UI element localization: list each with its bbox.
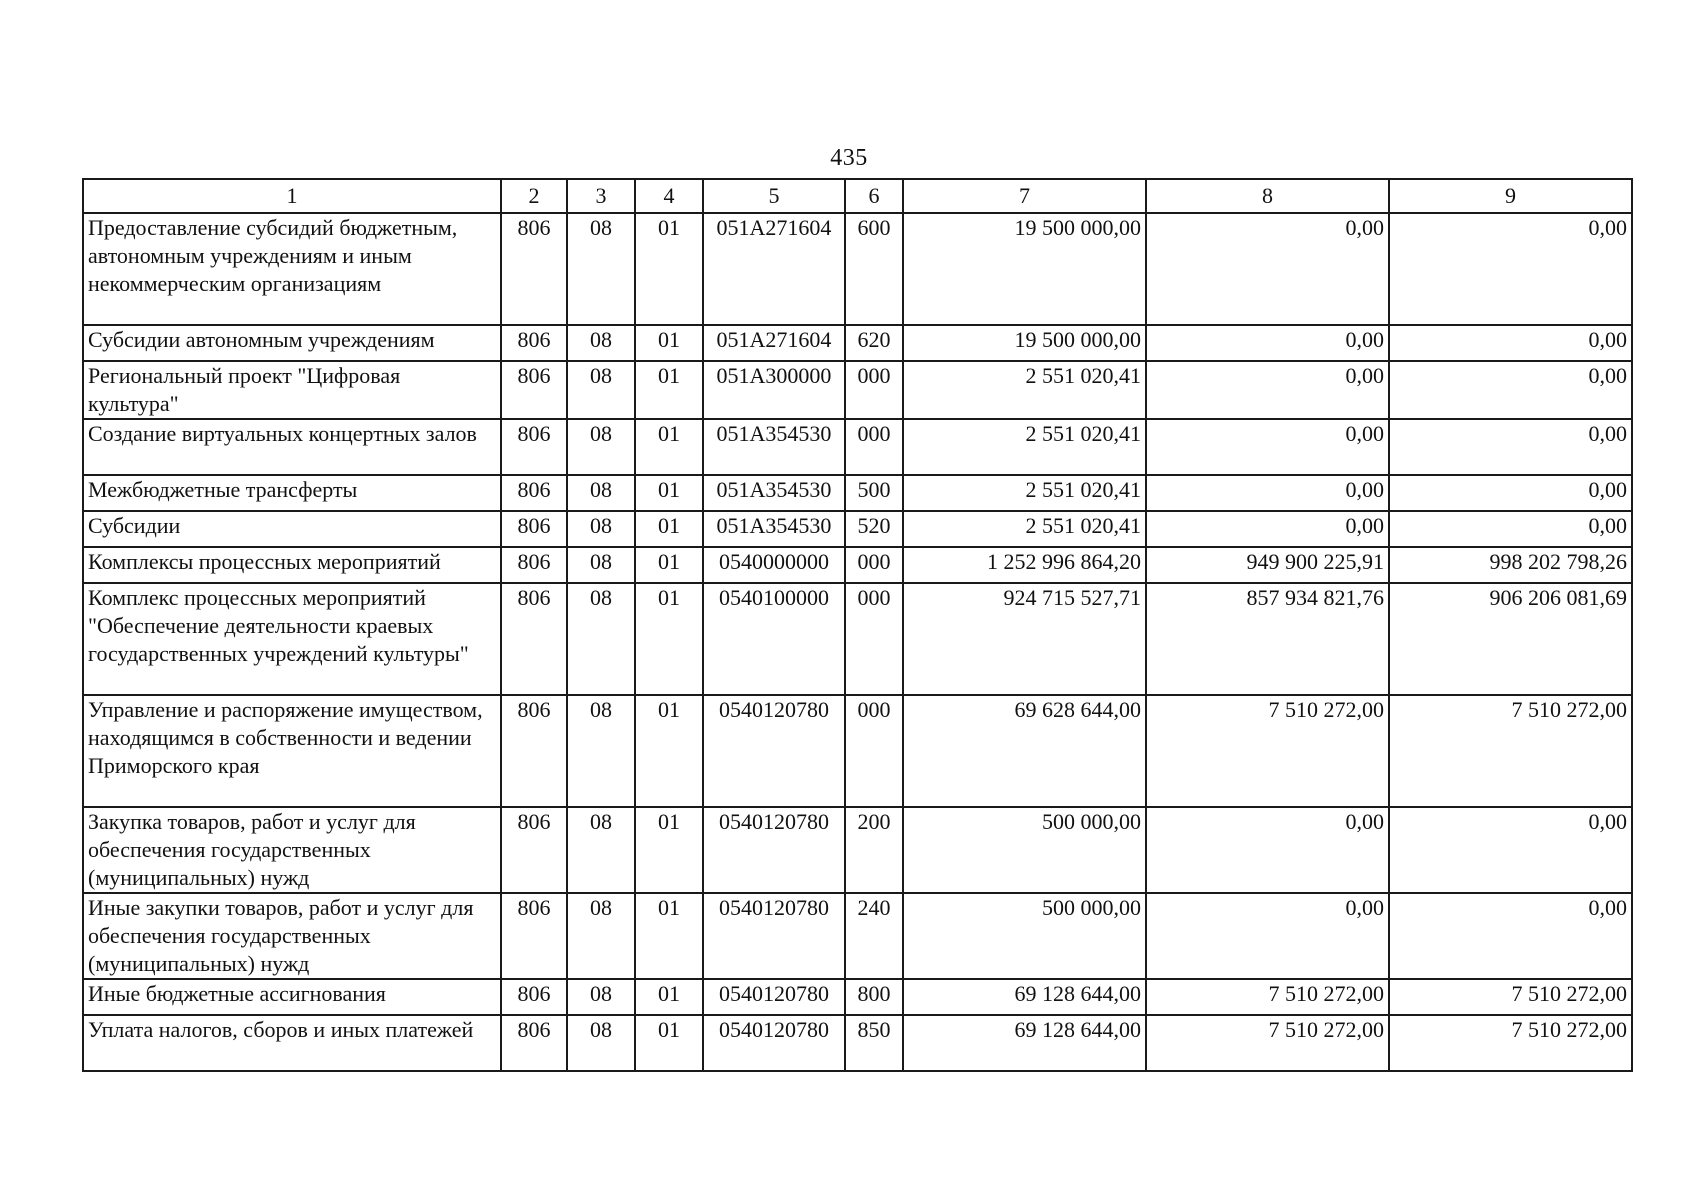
section-code-cell: 08	[567, 325, 635, 361]
amount-col9-cell: 7 510 272,00	[1389, 979, 1632, 1015]
column-header: 6	[845, 179, 903, 213]
section-code-cell: 08	[567, 547, 635, 583]
subsection-code-cell: 01	[635, 325, 703, 361]
table-row	[83, 979, 1632, 1015]
amount-col8-cell: 0,00	[1146, 325, 1389, 361]
amount-col7-cell: 2 551 020,41	[903, 511, 1146, 547]
section-code-cell: 08	[567, 583, 635, 695]
table-row	[83, 547, 1632, 583]
amount-col9-cell: 0,00	[1389, 325, 1632, 361]
table-row	[83, 361, 1632, 419]
subsection-code-cell: 01	[635, 893, 703, 979]
section-code-cell: 08	[567, 695, 635, 807]
amount-col7-cell: 924 715 527,71	[903, 583, 1146, 695]
table-row	[83, 475, 1632, 511]
amount-col9-cell: 0,00	[1389, 213, 1632, 325]
ministry-code-cell: 806	[501, 419, 567, 475]
ministry-code-cell: 806	[501, 807, 567, 893]
subsection-code-cell: 01	[635, 695, 703, 807]
amount-col9-cell: 906 206 081,69	[1389, 583, 1632, 695]
ministry-code-cell: 806	[501, 893, 567, 979]
amount-col9-cell: 7 510 272,00	[1389, 695, 1632, 807]
target-article-cell: 051A354530	[703, 419, 845, 475]
row-name-cell: Субсидии	[83, 511, 501, 547]
target-article-cell: 051A354530	[703, 511, 845, 547]
table-row	[83, 325, 1632, 361]
table-row	[83, 695, 1632, 807]
amount-col8-cell: 0,00	[1146, 213, 1389, 325]
column-header: 1	[83, 179, 501, 213]
section-code-cell: 08	[567, 511, 635, 547]
column-header: 8	[1146, 179, 1389, 213]
amount-col9-cell: 0,00	[1389, 475, 1632, 511]
column-number-row	[83, 179, 1632, 213]
subsection-code-cell: 01	[635, 979, 703, 1015]
subsection-code-cell: 01	[635, 807, 703, 893]
expense-type-cell: 000	[845, 361, 903, 419]
amount-col9-cell: 0,00	[1389, 419, 1632, 475]
column-header: 9	[1389, 179, 1632, 213]
ministry-code-cell: 806	[501, 979, 567, 1015]
ministry-code-cell: 806	[501, 475, 567, 511]
subsection-code-cell: 01	[635, 547, 703, 583]
amount-col7-cell: 69 128 644,00	[903, 1015, 1146, 1071]
expense-type-cell: 800	[845, 979, 903, 1015]
expense-type-cell: 240	[845, 893, 903, 979]
amount-col8-cell: 7 510 272,00	[1146, 1015, 1389, 1071]
row-name-cell: Иные закупки товаров, работ и услуг для обеспечения государственных (муниципальных) нужд	[83, 893, 501, 979]
amount-col9-cell: 998 202 798,26	[1389, 547, 1632, 583]
table-row	[83, 893, 1632, 979]
ministry-code-cell: 806	[501, 695, 567, 807]
ministry-code-cell: 806	[501, 583, 567, 695]
section-code-cell: 08	[567, 475, 635, 511]
row-name-cell: Управление и распоряжение имуществом, находящимся в собственности и ведении Приморского края	[83, 695, 501, 807]
row-name-cell: Создание виртуальных концертных залов	[83, 419, 501, 475]
expense-type-cell: 600	[845, 213, 903, 325]
amount-col8-cell: 0,00	[1146, 361, 1389, 419]
target-article-cell: 051A300000	[703, 361, 845, 419]
subsection-code-cell: 01	[635, 213, 703, 325]
amount-col7-cell: 2 551 020,41	[903, 419, 1146, 475]
row-name-cell: Региональный проект "Цифровая культура"	[83, 361, 501, 419]
subsection-code-cell: 01	[635, 361, 703, 419]
row-name-cell: Уплата налогов, сборов и иных платежей	[83, 1015, 501, 1071]
amount-col8-cell: 7 510 272,00	[1146, 979, 1389, 1015]
expense-type-cell: 000	[845, 583, 903, 695]
target-article-cell: 0540120780	[703, 979, 845, 1015]
row-name-cell: Субсидии автономным учреждениям	[83, 325, 501, 361]
target-article-cell: 0540120780	[703, 1015, 845, 1071]
target-article-cell: 0540120780	[703, 893, 845, 979]
amount-col7-cell: 69 628 644,00	[903, 695, 1146, 807]
expense-type-cell: 500	[845, 475, 903, 511]
section-code-cell: 08	[567, 979, 635, 1015]
column-header: 4	[635, 179, 703, 213]
expense-type-cell: 000	[845, 419, 903, 475]
target-article-cell: 0540120780	[703, 695, 845, 807]
amount-col8-cell: 0,00	[1146, 807, 1389, 893]
expense-type-cell: 000	[845, 547, 903, 583]
amount-col8-cell: 949 900 225,91	[1146, 547, 1389, 583]
subsection-code-cell: 01	[635, 511, 703, 547]
table-body	[83, 213, 1632, 1071]
row-name-cell: Комплексы процессных мероприятий	[83, 547, 501, 583]
section-code-cell: 08	[567, 807, 635, 893]
page-number: 435	[830, 145, 868, 171]
ministry-code-cell: 806	[501, 1015, 567, 1071]
target-article-cell: 0540100000	[703, 583, 845, 695]
table-row	[83, 419, 1632, 475]
target-article-cell: 051A354530	[703, 475, 845, 511]
budget-table	[82, 178, 1633, 1072]
ministry-code-cell: 806	[501, 361, 567, 419]
amount-col7-cell: 2 551 020,41	[903, 475, 1146, 511]
target-article-cell: 051A271604	[703, 325, 845, 361]
row-name-cell: Иные бюджетные ассигнования	[83, 979, 501, 1015]
expense-type-cell: 620	[845, 325, 903, 361]
amount-col7-cell: 500 000,00	[903, 893, 1146, 979]
expense-type-cell: 520	[845, 511, 903, 547]
amount-col9-cell: 0,00	[1389, 893, 1632, 979]
amount-col8-cell: 0,00	[1146, 511, 1389, 547]
table-row	[83, 213, 1632, 325]
column-header: 3	[567, 179, 635, 213]
expense-type-cell: 850	[845, 1015, 903, 1071]
amount-col7-cell: 19 500 000,00	[903, 213, 1146, 325]
row-name-cell: Комплекс процессных мероприятий "Обеспечение деятельности краевых государственных учреждений культуры"	[83, 583, 501, 695]
expense-type-cell: 200	[845, 807, 903, 893]
section-code-cell: 08	[567, 419, 635, 475]
ministry-code-cell: 806	[501, 325, 567, 361]
amount-col7-cell: 2 551 020,41	[903, 361, 1146, 419]
column-header: 7	[903, 179, 1146, 213]
column-header: 2	[501, 179, 567, 213]
amount-col7-cell: 19 500 000,00	[903, 325, 1146, 361]
amount-col9-cell: 0,00	[1389, 361, 1632, 419]
subsection-code-cell: 01	[635, 419, 703, 475]
amount-col8-cell: 0,00	[1146, 419, 1389, 475]
column-header: 5	[703, 179, 845, 213]
row-name-cell: Предоставление субсидий бюджетным, автономным учреждениям и иным некоммерческим организациям	[83, 213, 501, 325]
section-code-cell: 08	[567, 213, 635, 325]
expense-type-cell: 000	[845, 695, 903, 807]
table-row	[83, 511, 1632, 547]
amount-col7-cell: 69 128 644,00	[903, 979, 1146, 1015]
subsection-code-cell: 01	[635, 475, 703, 511]
row-name-cell: Межбюджетные трансферты	[83, 475, 501, 511]
amount-col7-cell: 500 000,00	[903, 807, 1146, 893]
ministry-code-cell: 806	[501, 511, 567, 547]
section-code-cell: 08	[567, 361, 635, 419]
subsection-code-cell: 01	[635, 583, 703, 695]
amount-col8-cell: 857 934 821,76	[1146, 583, 1389, 695]
target-article-cell: 0540120780	[703, 807, 845, 893]
amount-col7-cell: 1 252 996 864,20	[903, 547, 1146, 583]
amount-col8-cell: 0,00	[1146, 475, 1389, 511]
row-name-cell: Закупка товаров, работ и услуг для обеспечения государственных (муниципальных) нужд	[83, 807, 501, 893]
table-row	[83, 807, 1632, 893]
ministry-code-cell: 806	[501, 213, 567, 325]
ministry-code-cell: 806	[501, 547, 567, 583]
target-article-cell: 0540000000	[703, 547, 845, 583]
amount-col8-cell: 7 510 272,00	[1146, 695, 1389, 807]
section-code-cell: 08	[567, 893, 635, 979]
amount-col9-cell: 7 510 272,00	[1389, 1015, 1632, 1071]
target-article-cell: 051A271604	[703, 213, 845, 325]
table-row	[83, 583, 1632, 695]
section-code-cell: 08	[567, 1015, 635, 1071]
amount-col9-cell: 0,00	[1389, 511, 1632, 547]
amount-col9-cell: 0,00	[1389, 807, 1632, 893]
subsection-code-cell: 01	[635, 1015, 703, 1071]
amount-col8-cell: 0,00	[1146, 893, 1389, 979]
table-row	[83, 1015, 1632, 1071]
